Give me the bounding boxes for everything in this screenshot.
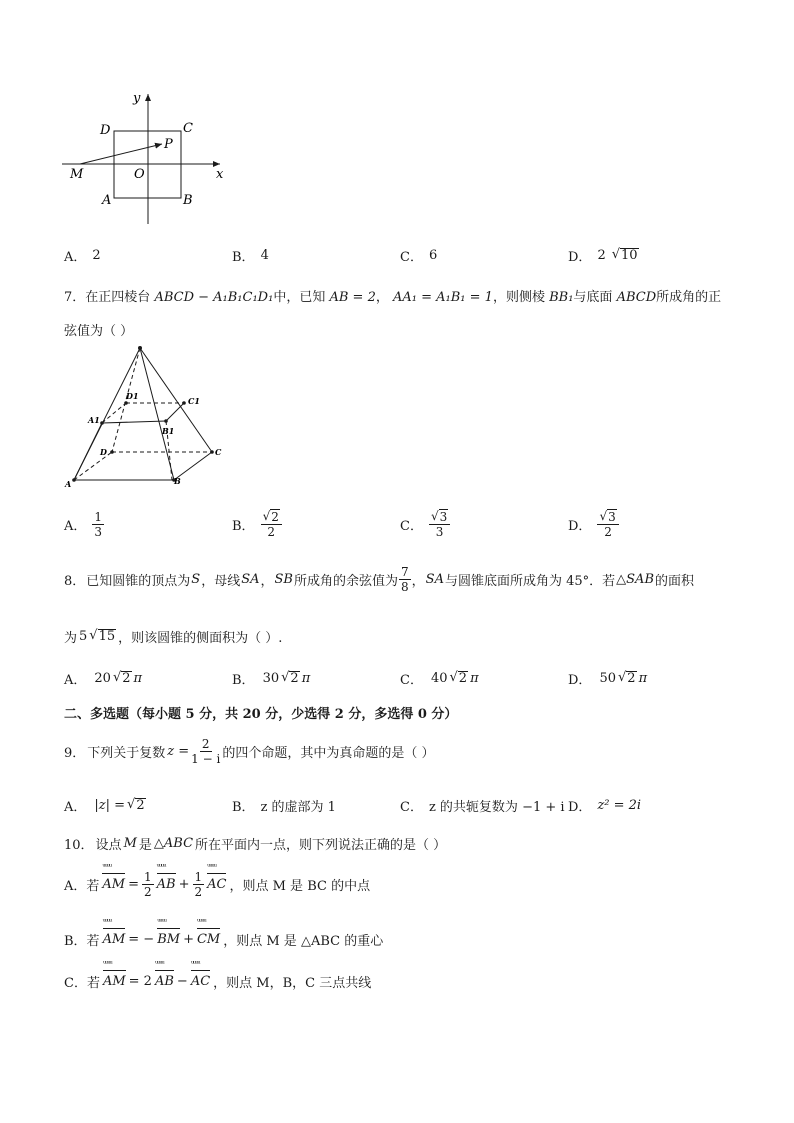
option-letter: C． [400, 518, 423, 534]
label-p: P [164, 137, 173, 152]
fraction [92, 510, 104, 539]
fraction [191, 737, 220, 766]
question-number: 8． [64, 574, 86, 589]
denominator: 2 [267, 525, 276, 539]
q9-z-eq: z = [167, 744, 190, 759]
option-text: z 的共轭复数为 −1 + i [428, 800, 565, 815]
vector-am [102, 917, 126, 947]
q9-text-a: 下列关于复数 [87, 746, 166, 761]
q7-option-d[interactable] [568, 504, 619, 544]
label-a1: A1 [88, 415, 100, 425]
option-coef: 50 [599, 671, 616, 686]
denominator: 8 [401, 580, 409, 594]
q8-s: S [191, 572, 201, 587]
radicand: 2 [122, 671, 131, 686]
q7-line2: 弦值为（ ） [64, 324, 134, 339]
option-coef: 20 [94, 671, 111, 686]
vector-ac [190, 959, 211, 989]
radicand: 3 [439, 510, 448, 524]
option-letter: A．若 [64, 878, 100, 894]
option-text: |z| = [94, 798, 126, 813]
q10-text-a: 设点 [95, 838, 122, 853]
option-coef: 40 [430, 671, 448, 686]
q8-text-c: 所成角的余弦值为 [294, 574, 399, 589]
q7-option-a[interactable] [64, 504, 104, 544]
q6-option-d[interactable] [568, 246, 639, 265]
radicand: 2 [627, 671, 636, 686]
option-letter: B． [232, 673, 255, 688]
denominator: 3 [94, 524, 103, 539]
vector-am [102, 861, 126, 892]
label-y: y [133, 91, 141, 106]
vector-label: AC [190, 974, 211, 989]
q9-option-c[interactable] [400, 796, 565, 815]
q8-sep: ， [260, 574, 274, 589]
vector-label: AM [102, 876, 126, 892]
denominator: 3 [435, 525, 444, 539]
denominator: 2 [144, 884, 152, 899]
option-letter: D． [568, 250, 592, 265]
question-number: 7． [64, 290, 86, 305]
fraction: √ 2 2 [261, 509, 282, 539]
q8-option-a[interactable]: A． 20 √ 2 π [64, 670, 143, 688]
q9-text-b: 的四个命题，其中为真命题的是（ ） [222, 746, 435, 761]
q10-option-b[interactable] [64, 917, 384, 949]
radicand: 2 [136, 798, 145, 813]
coordinate-figure [60, 88, 240, 228]
q9-option-b[interactable] [232, 796, 336, 815]
option-letter: B． [232, 800, 255, 815]
sqrt: √ 10 [611, 247, 638, 263]
option-letter: B．若 [64, 934, 100, 949]
q6-options [0, 246, 794, 276]
vector-marks: ᵘᵘᵘᵘ [156, 861, 166, 871]
pi: π [133, 671, 143, 686]
vector-label: AC [207, 876, 227, 892]
q9-options [0, 796, 794, 826]
vector-bm [157, 917, 181, 947]
vector-ab [154, 959, 174, 989]
sqrt: √ 15 [89, 628, 116, 644]
option-letter: C． [400, 250, 423, 265]
label-o: O [134, 167, 145, 182]
option-text: ，则点 M，B，C 三点共线 [213, 976, 372, 991]
label-x: x [216, 167, 224, 182]
plus: + [178, 876, 190, 892]
vector-cm [196, 917, 221, 947]
fraction [193, 870, 205, 899]
section-heading: 二、多选题（每小题 5 分，共 20 分，少选得 2 分，多选得 0 分） [64, 707, 458, 722]
option-letter: B． [232, 518, 255, 534]
numerator: 2 [201, 737, 210, 751]
vector-ab [156, 861, 176, 892]
q8-option-c[interactable]: C． 40 √ 2 π [400, 670, 479, 688]
vector-marks: ᵘᵘᵘᵘ [102, 959, 112, 968]
q8-option-b[interactable]: B． 30 √ 2 π [232, 670, 311, 688]
label-d1: D1 [126, 391, 139, 401]
option-letter: D． [568, 518, 592, 534]
vector-label: CM [196, 932, 221, 947]
radicand: 2 [290, 671, 299, 686]
option-text: z² = 2i [597, 798, 642, 813]
vector-marks: ᵘᵘᵘᵘ [154, 959, 164, 968]
q8-text-d: ， [411, 574, 425, 589]
option-letter: D． [568, 673, 592, 688]
vector-label: BM [157, 932, 181, 947]
q8-line2-b: ，则该圆锥的侧面积为（ ）. [118, 631, 283, 646]
label-b1: B1 [162, 426, 175, 436]
label-m: M [70, 167, 84, 182]
vector-marks: ᵘᵘᵘᵘ [207, 861, 216, 871]
numerator: 1 [194, 869, 203, 884]
option-letter: C． [400, 800, 423, 815]
fraction: √ 3 2 [597, 509, 618, 539]
q7-math-bb1: BB₁ [549, 290, 574, 305]
numerator: 1 [144, 869, 152, 884]
q8-sb: SB [274, 572, 293, 587]
label-c: C [215, 447, 222, 457]
q7-option-b[interactable] [232, 504, 282, 544]
label-a: A [65, 479, 72, 489]
label-d: D [100, 123, 111, 138]
q8-line2 [64, 627, 282, 646]
option-value: 2 [92, 248, 101, 263]
q10-option-c[interactable] [64, 959, 372, 991]
q10-text-c: 所在平面内一点，则下列说法正确的是（ ） [195, 838, 447, 853]
radicand: 3 [608, 510, 616, 524]
vector-ac [207, 861, 227, 892]
label-c1: C1 [188, 396, 200, 406]
option-text: ，则点 M 是 BC 的中点 [229, 878, 371, 894]
q10-m: M [123, 836, 137, 851]
pi: π [638, 671, 648, 686]
radicand: 10 [621, 248, 638, 263]
q6-option-c[interactable] [400, 246, 437, 265]
q7-text-d: ，则侧棱 [492, 290, 545, 305]
q7-math-aa1: AA₁ = A₁B₁ = 1 [393, 290, 493, 305]
numerator: 7 [401, 565, 409, 579]
option-coef: 2 [597, 248, 606, 263]
vector-marks: ᵘᵘᵘᵘ [102, 861, 112, 871]
q6-option-b[interactable] [232, 246, 269, 265]
vector-mp [80, 144, 162, 164]
option-coef: 30 [262, 671, 280, 686]
option-letter: A． [64, 673, 87, 688]
vector-am [102, 959, 126, 989]
equals: = − [128, 932, 155, 947]
label-a: A [102, 193, 112, 208]
question-number: 10． [64, 838, 94, 853]
vector-marks: ᵘᵘᵘᵘ [157, 917, 166, 926]
label-b: B [183, 193, 193, 208]
option-letter: C．若 [64, 976, 100, 991]
numerator: 1 [94, 509, 103, 524]
option-letter: A． [64, 250, 87, 265]
plus: + [183, 932, 194, 947]
option-text: z 的虚部为 1 [260, 800, 336, 815]
pi: π [470, 671, 479, 686]
q7-text-b: 中，已知 [273, 290, 326, 305]
q8-text-f: 的面积 [655, 574, 695, 589]
q8-coef: 5 [79, 629, 88, 644]
denominator: 2 [194, 884, 203, 899]
vector-label: AB [154, 974, 174, 989]
option-value: 6 [428, 248, 438, 263]
label-d: D [100, 447, 107, 457]
q8-options [0, 669, 794, 699]
q7-options [0, 504, 794, 544]
vector-marks: ᵘᵘᵘᵘ [196, 917, 206, 926]
q7-text-c: ， [375, 290, 389, 305]
radicand: 2 [271, 510, 279, 524]
label-c: C [183, 121, 193, 136]
pi: π [301, 671, 311, 686]
q8-text-a: 已知圆锥的顶点为 [86, 574, 191, 589]
option-letter: A． [64, 518, 87, 534]
option-letter: A． [64, 800, 87, 815]
q9-option-a[interactable]: A． |z| = √ 2 [64, 797, 145, 815]
q8-sa: SA [241, 572, 260, 587]
q8-line1 [64, 565, 694, 594]
equals: = [128, 876, 139, 892]
q6-option-a[interactable] [64, 246, 101, 265]
q7-line1 [64, 286, 721, 305]
radicand: 15 [98, 629, 116, 644]
q8-triangle: △SAB [616, 572, 655, 587]
vector-label: AM [102, 932, 126, 947]
q10-triangle: △ABC [153, 836, 194, 851]
q10-line [64, 834, 446, 853]
equals: = 2 [128, 974, 152, 989]
question-number: 9． [64, 746, 86, 761]
denominator: 1 − i [191, 752, 221, 766]
radicand: 2 [458, 671, 468, 686]
q10-option-a[interactable] [64, 861, 371, 902]
vector-marks: ᵘᵘᵘᵘ [190, 959, 200, 968]
q8-option-d[interactable]: D． 50 √ 2 π [568, 670, 648, 688]
q7-text-f: 所成角的正 [656, 290, 722, 305]
vector-marks: ᵘᵘᵘᵘ [102, 917, 112, 926]
q8-text-e: 与圆锥底面所成角为 45°．若 [444, 574, 616, 589]
fraction [399, 565, 411, 594]
q7-text-e: 与底面 [573, 290, 613, 305]
fraction: √ 3 3 [429, 509, 450, 539]
minus: − [176, 974, 188, 989]
q9-option-d[interactable] [568, 796, 641, 815]
option-letter: D． [568, 800, 592, 815]
option-letter: B． [232, 250, 255, 265]
option-letter: C． [400, 673, 423, 688]
q8-sa2: SA [425, 572, 444, 587]
q7-math-abcd: ABCD [616, 290, 657, 305]
q7-math-ab: AB = 2 [329, 290, 376, 305]
q7-text-a: 在正四棱台 [85, 290, 151, 305]
q10-text-b: 是 [138, 838, 152, 853]
q8-text-b: ，母线 [201, 574, 241, 589]
q7-option-c[interactable] [400, 504, 450, 544]
q9-line [64, 737, 434, 766]
label-b: B [174, 476, 181, 486]
frustum-figure [62, 342, 232, 492]
q7-math-frustum: ABCD − A₁B₁C₁D₁ [154, 290, 274, 305]
fraction [142, 870, 154, 899]
q8-line2-a: 为 [64, 631, 78, 646]
vector-label: AM [102, 974, 126, 989]
denominator: 2 [604, 525, 612, 539]
option-text: ，则点 M 是 △ABC 的重心 [223, 934, 384, 949]
vector-label: AB [156, 876, 176, 892]
option-value: 4 [260, 248, 269, 263]
